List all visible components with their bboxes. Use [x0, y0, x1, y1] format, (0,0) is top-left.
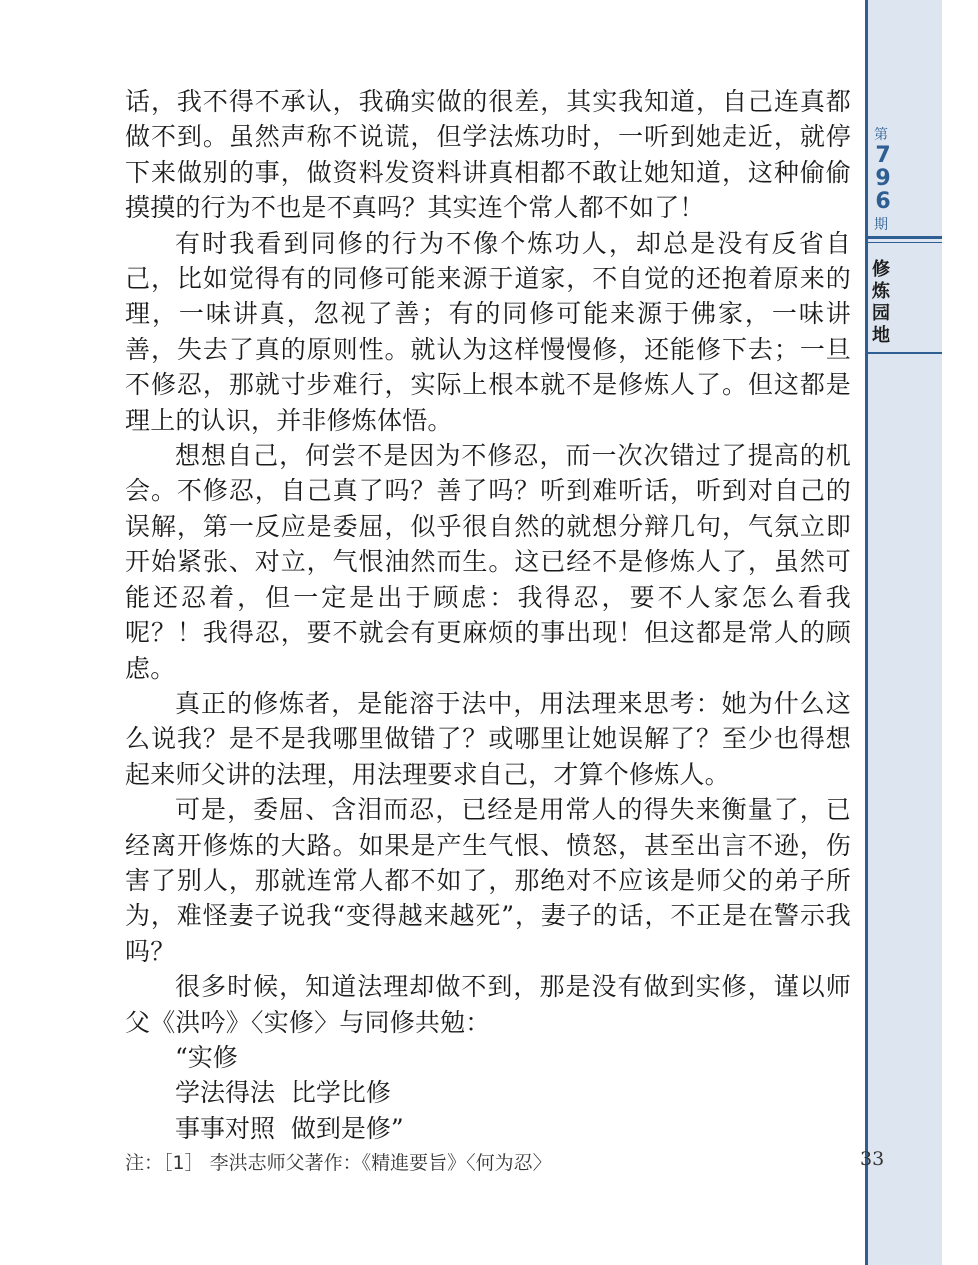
- divider: [868, 236, 942, 239]
- paragraph: 真正的修炼者，是能溶于法中，用法理来思考：她为什么这么说我？是不是我哪里做错了？或哪里让她误解了？至少也得想起来师父讲的法理，用法理要求自己，才算个修炼人。: [125, 688, 851, 789]
- paragraph: 可是，委屈、含泪而忍，已经是用常人的得失来衡量了，已经离开修炼的大路。如果是产生气恨、愤怒，甚至出言不逊，伤害了别人，那就连常人都不如了，那绝对不应该是师父的弟子所为，难怪妻子说我“变得越来越死”，妻子的话，不正是在警示我吗？: [125, 795, 851, 966]
- paragraph: 很多时候，知道法理却做不到，那是没有做到实修，谨以师父《洪吟》〈实修〉与同修共勉：: [125, 972, 851, 1037]
- poem-line: 学法得法 比学比修: [175, 1078, 391, 1108]
- paragraph: 想想自己，何尝不是因为不修忍，而一次次错过了提高的机会。不修忍，自己真了吗？善了吗？听到难听话，听到对自己的误解，第一反应是委屈，似乎很自然的就想分辩几句，气氛立即开始紧张、对立，气恨油然而生。这已经不是修炼人了，虽然可能还忍着，但一定是出于顾虑：我得忍，要不人家怎么看我呢？！我得忍，要不就会有更麻烦的事出现！但这都是常人的顾虑。: [125, 441, 851, 683]
- issue-marker: [868, 118, 940, 234]
- poem-line: 事事对照 做到是修”: [175, 1113, 404, 1143]
- divider: [868, 242, 942, 243]
- paragraph: 有时我看到同修的行为不像个炼功人，却总是没有反省自己，比如觉得有的同修可能来源于道家，不自觉的还抱着原来的理，一味讲真，忽视了善；有的同修可能来源于佛家，一味讲善，失去了真的原则性。就认为这样慢慢修，还能修下去；一旦不修忍，那就寸步难行，实际上根本就不是修炼人了。但这都是理上的认识，并非修炼体悟。: [125, 228, 851, 435]
- footnote: 注：［1］ 李洪志师父著作：《精進要旨》〈何为忍〉: [125, 1152, 552, 1174]
- issue-prefix: 第: [874, 127, 888, 143]
- paragraph: 话，我不得不承认，我确实做的很差，其实我知道，自己连真都做不到。虽然声称不说谎，但学法炼功时，一听到她走近，就停下来做别的事，做资料发资料讲真相都不敢让她知道，这种偷偷摸摸的行为不也是不真吗？其实连个常人都不如了！: [125, 87, 851, 223]
- poem-line: “实修: [175, 1042, 238, 1072]
- article-body: [125, 84, 851, 1146]
- page-number: 33: [860, 1148, 885, 1170]
- divider: [868, 352, 942, 354]
- issue-number: 7 9 6: [875, 143, 891, 214]
- issue-suffix: 期: [874, 217, 888, 233]
- section-title: 修 炼 园 地: [872, 259, 890, 346]
